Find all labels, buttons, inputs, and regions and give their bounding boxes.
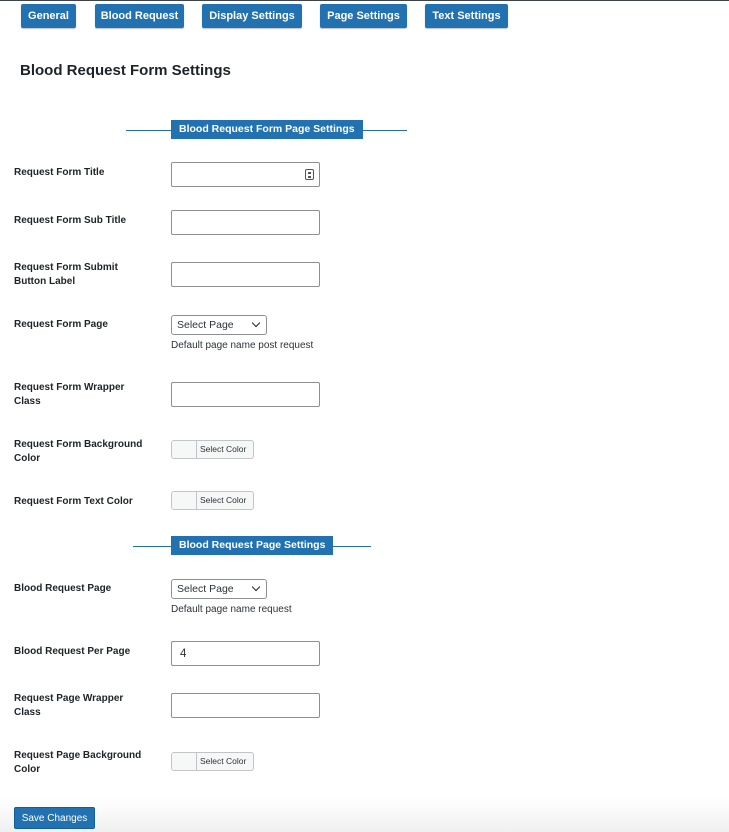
label-request-form-title: Request Form Title — [14, 167, 105, 178]
request-form-page-description: Default page name post request — [171, 340, 314, 351]
blood-request-per-page-input[interactable] — [171, 641, 320, 666]
color-swatch — [172, 441, 197, 458]
select-color-label: Select Color — [200, 444, 247, 454]
section-title-request-page-settings: Blood Request Page Settings — [171, 536, 333, 555]
contact-card-icon — [305, 169, 314, 180]
label-request-form-page: Request Form Page — [14, 319, 108, 330]
section-title-form-page-settings: Blood Request Form Page Settings — [171, 120, 363, 139]
label-request-page-background-color: Request Page Background Color — [14, 750, 142, 775]
select-color-label: Select Color — [200, 756, 247, 766]
tab-blood-request[interactable]: Blood Request — [95, 4, 184, 28]
footer-bar — [0, 798, 729, 832]
request-form-title-input[interactable] — [171, 162, 320, 187]
label-request-form-background-color: Request Form Background Color — [14, 439, 143, 464]
label-request-form-wrapper-class: Request Form Wrapper Class — [14, 382, 125, 407]
blood-request-page-description: Default page name request — [171, 604, 292, 615]
chevron-down-icon — [252, 319, 260, 327]
request-form-page-select[interactable] — [171, 315, 267, 335]
blood-request-page-select[interactable] — [171, 579, 267, 599]
save-changes-button[interactable]: Save Changes — [14, 807, 95, 829]
request-form-text-color-picker[interactable] — [171, 491, 254, 510]
label-request-page-wrapper-class: Request Page Wrapper Class — [14, 693, 124, 718]
select-color-label: Select Color — [200, 495, 247, 505]
top-border — [0, 0, 729, 1]
color-swatch — [172, 753, 197, 770]
label-blood-request-page: Blood Request Page — [14, 583, 112, 594]
request-page-wrapper-class-input[interactable] — [171, 693, 320, 718]
chevron-down-icon — [252, 583, 260, 591]
color-swatch — [172, 492, 197, 509]
tab-text-settings[interactable]: Text Settings — [425, 4, 508, 28]
select-value: Select Page — [177, 319, 234, 331]
select-value: Select Page — [177, 583, 234, 595]
tab-general[interactable]: General — [21, 4, 76, 28]
tab-display-settings[interactable]: Display Settings — [202, 4, 302, 28]
request-form-sub-title-input[interactable] — [171, 210, 320, 235]
tab-page-settings[interactable]: Page Settings — [320, 4, 407, 28]
request-form-wrapper-class-input[interactable] — [171, 382, 320, 407]
page-title: Blood Request Form Settings — [20, 62, 231, 79]
request-form-submit-label-input[interactable] — [171, 262, 320, 287]
label-request-form-submit-button-label: Request Form Submit Button Label — [14, 262, 118, 287]
label-blood-request-per-page: Blood Request Per Page — [14, 646, 131, 657]
request-form-background-color-picker[interactable] — [171, 440, 254, 459]
label-request-form-text-color: Request Form Text Color — [14, 496, 133, 507]
request-page-background-color-picker[interactable] — [171, 752, 254, 771]
label-request-form-sub-title: Request Form Sub Title — [14, 215, 127, 226]
